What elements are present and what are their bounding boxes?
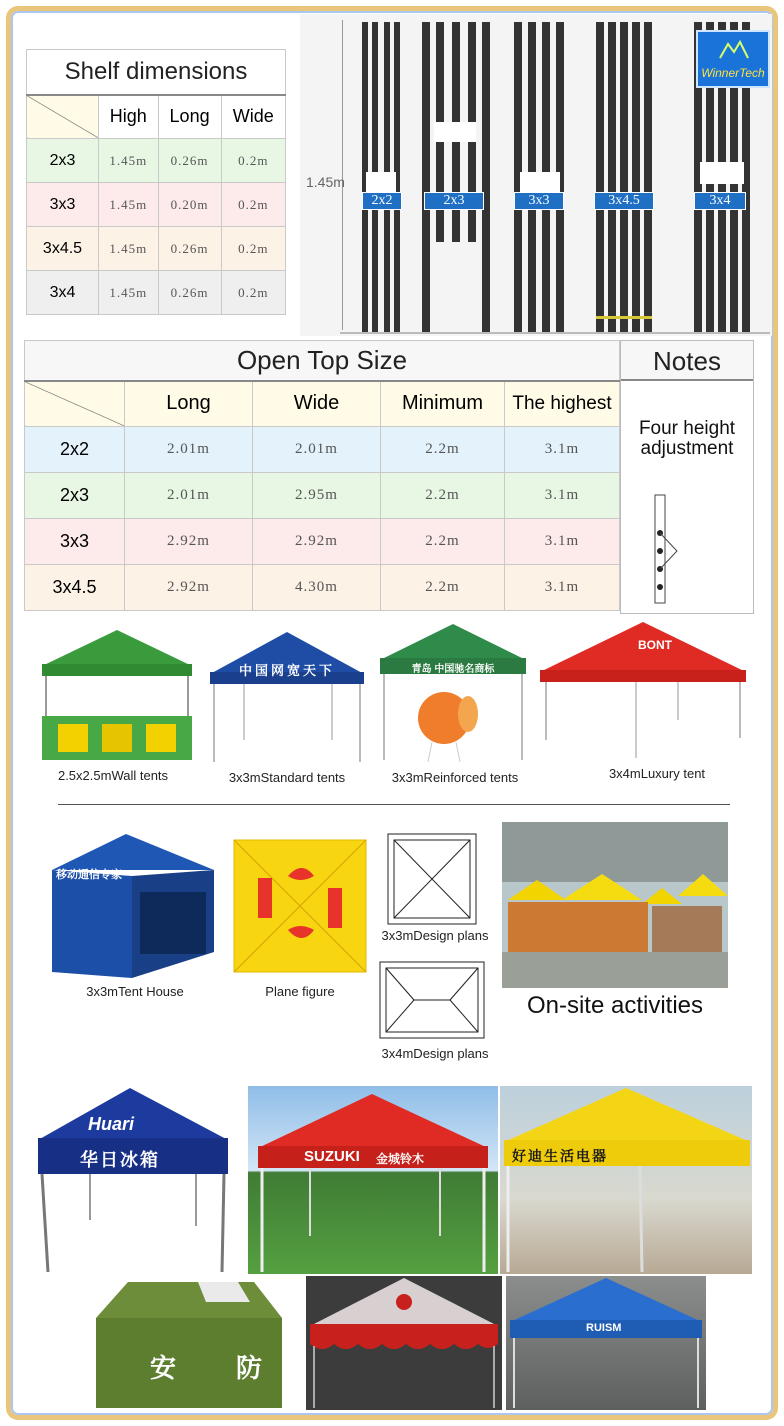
reinforced-tent-text: 青岛 中国驰名商标 (411, 664, 495, 675)
reinforced-tent-caption: 3x3mReinforced tents (391, 770, 519, 785)
cell-minimum: 2.2m (381, 473, 505, 519)
standard-tent-text: 中国网宽天下 (238, 663, 335, 678)
table-row (25, 473, 620, 519)
header-wide: Wide (253, 381, 381, 427)
row-size: 2x3 (25, 473, 125, 519)
suzuki-tent-drawing (248, 1086, 498, 1274)
folded-frames-image (300, 14, 772, 336)
standard-tent-drawing (208, 630, 366, 764)
frame-2x3 (422, 22, 490, 334)
green-tent-right-text: 防 (236, 1353, 263, 1383)
table-row (27, 271, 286, 315)
mountain-icon (700, 34, 770, 62)
reinforced-tent-image (378, 622, 528, 764)
cell-wide: 0.2m (221, 271, 285, 315)
cell-long: 2.01m (125, 427, 253, 473)
frame-label-2x2: 2x2 (362, 192, 402, 210)
cell-highest: 3.1m (505, 519, 620, 565)
onsite-activities-image (502, 822, 728, 988)
frame-2x2 (360, 22, 402, 334)
cell-long: 2.92m (125, 519, 253, 565)
plane-figure-image (232, 838, 368, 974)
luxury-tent-image (538, 620, 748, 760)
wall-tent-drawing (38, 628, 196, 764)
shelf-table-title: Shelf dimensions (27, 50, 286, 95)
logo-text: WinnerTech (701, 66, 765, 80)
header-high: High (99, 95, 159, 139)
cell-high: 1.45m (99, 183, 159, 227)
row-size: 3x3 (25, 519, 125, 565)
design-3x3-caption: 3x3mDesign plans (381, 928, 489, 943)
standard-tent-caption: 3x3mStandard tents (228, 770, 346, 785)
table-row (25, 427, 620, 473)
suzuki-tent-image (248, 1086, 498, 1274)
cell-wide: 2.92m (253, 519, 381, 565)
cell-long: 0.26m (158, 139, 221, 183)
cell-minimum: 2.2m (381, 519, 505, 565)
corner-cell (27, 95, 99, 139)
frame-label-2x3: 2x3 (424, 192, 484, 210)
header-wide: Wide (221, 95, 285, 139)
cell-wide: 4.30m (253, 565, 381, 611)
tent-house-drawing (46, 832, 216, 978)
cell-wide: 0.2m (221, 227, 285, 271)
cell-high: 1.45m (99, 271, 159, 315)
frame-label-3x3: 3x3 (514, 192, 564, 210)
suzuki-text: SUZUKI (304, 1148, 360, 1165)
yellow-tent-drawing (500, 1086, 752, 1274)
cell-high: 1.45m (99, 139, 159, 183)
cell-minimum: 2.2m (381, 427, 505, 473)
design-plan-3x4 (378, 960, 486, 1040)
reinforced-tent-drawing (378, 622, 528, 764)
suzuki-cn-text: 金城铃木 (376, 1152, 425, 1166)
section-divider (58, 804, 730, 805)
cell-long: 2.92m (125, 565, 253, 611)
row-size: 3x3 (27, 183, 99, 227)
cell-highest: 3.1m (505, 565, 620, 611)
header-highest: The highest (505, 381, 620, 427)
table-row (25, 519, 620, 565)
winnertech-logo (696, 30, 770, 88)
cell-long: 0.20m (158, 183, 221, 227)
notes-panel (620, 340, 754, 614)
ruism-text: RUISM (586, 1322, 622, 1334)
shelf-dimensions-table (26, 49, 286, 315)
notes-text: Four height adjustment (638, 418, 736, 459)
ruism-tent-image (506, 1276, 706, 1410)
cell-high: 1.45m (99, 227, 159, 271)
plane-figure-drawing (232, 838, 368, 974)
height-adjust-icon (649, 493, 699, 605)
yellow-tent-image (500, 1086, 752, 1274)
red-scallop-tent-drawing (306, 1276, 502, 1410)
cell-wide: 2.95m (253, 473, 381, 519)
row-size: 3x4.5 (25, 565, 125, 611)
tent-house-caption: 3x3mTent House (86, 984, 184, 999)
cell-wide: 0.2m (221, 139, 285, 183)
huari-text: Huari (88, 1114, 135, 1134)
standard-tent-image (208, 630, 366, 764)
corner-cell (25, 381, 125, 427)
green-tent-left-text: 安 (150, 1353, 177, 1383)
tent-house-image (46, 832, 216, 978)
open-table-title: Open Top Size (25, 341, 620, 381)
notes-title: Notes (621, 341, 753, 381)
header-minimum: Minimum (381, 381, 505, 427)
cell-long: 2.01m (125, 473, 253, 519)
table-row (27, 227, 286, 271)
row-size: 3x4 (27, 271, 99, 315)
frame-3x4-5 (596, 22, 654, 334)
tent-house-text: 移动通信专家 (56, 869, 122, 881)
row-size: 2x2 (25, 427, 125, 473)
cell-wide: 2.01m (253, 427, 381, 473)
luxury-tent-caption: 3x4mLuxury tent (608, 766, 706, 781)
cell-wide: 0.2m (221, 183, 285, 227)
wall-tent-image (38, 628, 196, 764)
row-size: 3x4.5 (27, 227, 99, 271)
cell-long: 0.26m (158, 271, 221, 315)
cell-highest: 3.1m (505, 473, 620, 519)
open-top-size-table (24, 340, 620, 611)
design-3x4-caption: 3x4mDesign plans (381, 1046, 489, 1061)
table-row (27, 183, 286, 227)
green-tent-image (88, 1278, 284, 1410)
header-long: Long (125, 381, 253, 427)
huari-cn-text: 华日冰箱 (80, 1150, 160, 1170)
wall-tent-caption: 2.5x2.5mWall tents (57, 768, 169, 783)
cell-highest: 3.1m (505, 427, 620, 473)
luxury-tent-text: BONT (638, 638, 672, 652)
table-row (25, 565, 620, 611)
onsite-activities-label: On-site activities (526, 992, 704, 1019)
yellow-tent-text: 好迪生活电器 (512, 1148, 608, 1164)
huari-tent-image (34, 1086, 232, 1276)
header-long: Long (158, 95, 221, 139)
design-plan-3x3 (386, 832, 478, 926)
plane-figure-caption: Plane figure (265, 984, 335, 999)
frame-3x3 (514, 22, 566, 334)
ruism-tent-drawing (506, 1276, 706, 1410)
cell-long: 0.26m (158, 227, 221, 271)
table-row (27, 139, 286, 183)
frame-height-label: 1.45m (306, 174, 345, 190)
red-scallop-tent-image (306, 1276, 502, 1410)
row-size: 2x3 (27, 139, 99, 183)
cell-minimum: 2.2m (381, 565, 505, 611)
green-tent-drawing (88, 1278, 284, 1410)
frame-label-3x4-5: 3x4.5 (594, 192, 654, 210)
frame-label-3x4: 3x4 (694, 192, 746, 210)
